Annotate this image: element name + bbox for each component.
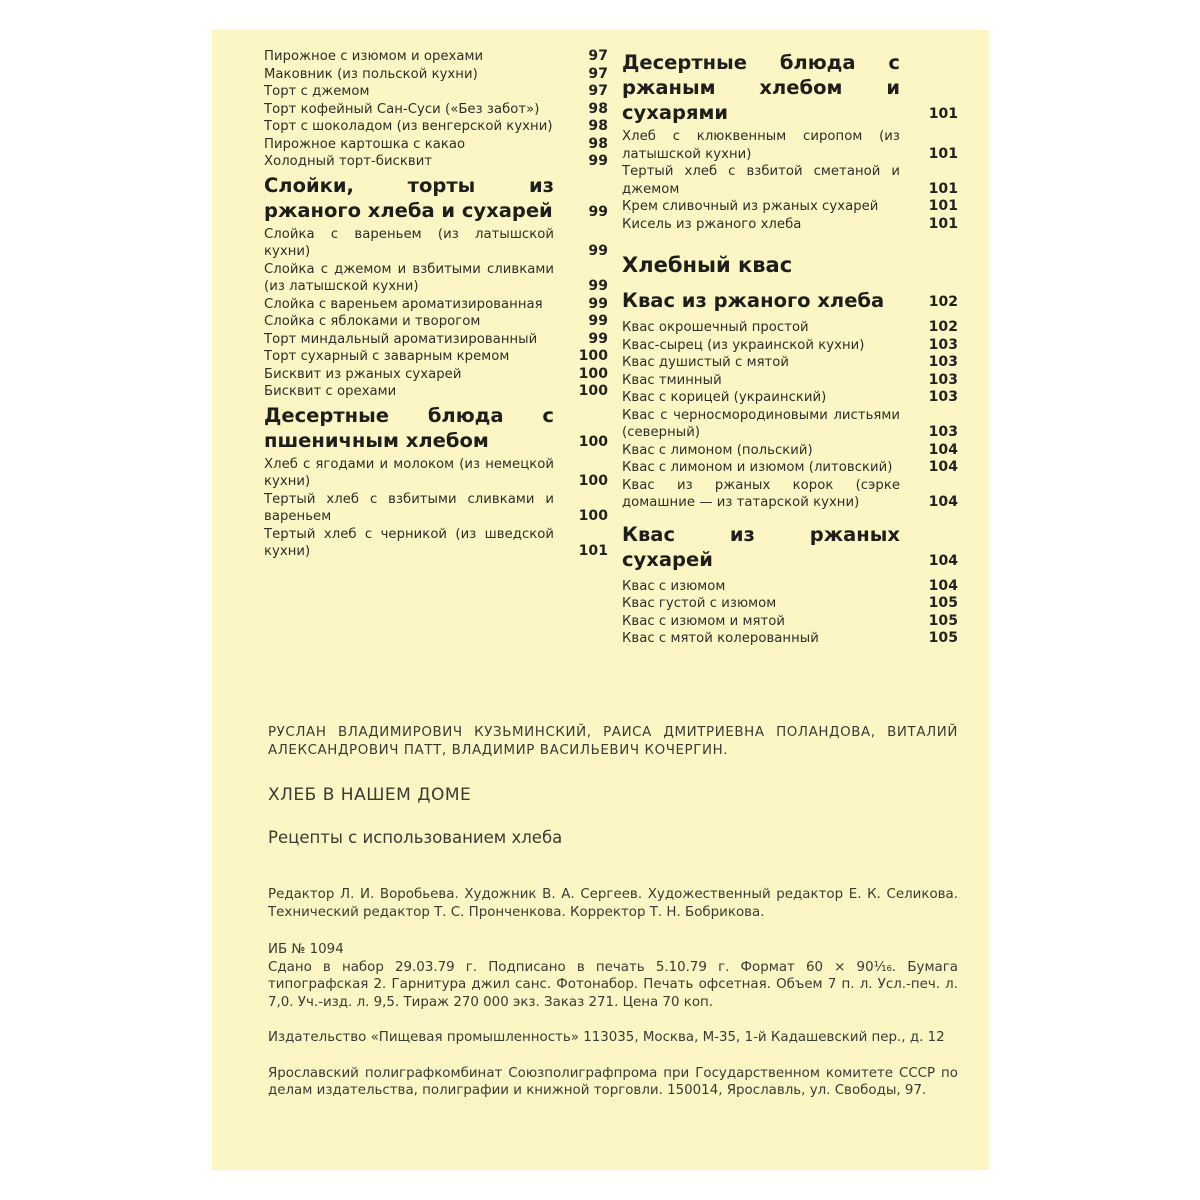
toc-page-number: 97: [588, 65, 608, 82]
toc-entry: [264, 331, 608, 349]
toc-entry-title: Хлеб с ягодами и молоком (из немецкой кухни): [264, 456, 554, 489]
toc-entry: [264, 83, 608, 101]
toc-entry-title: Крем сливочный из ржаных сухарей: [622, 199, 879, 214]
toc-page-number: 98: [588, 100, 608, 117]
toc-page-number: 98: [588, 118, 608, 134]
toc-page-number: 99: [588, 203, 608, 220]
toc-page-number: 100: [578, 365, 608, 382]
toc-page-number: 98: [588, 135, 608, 152]
toc-entry-title: Слойка с вареньем ароматизированная: [264, 296, 543, 312]
toc-entry: [622, 372, 958, 390]
toc-page-number: 104: [928, 552, 958, 569]
toc-entry-title: Тертый хлеб с черникой (из шведской кухни): [264, 526, 554, 559]
toc-entry: [264, 491, 608, 526]
toc-page-number: 105: [928, 595, 958, 611]
toc-page-number: 104: [928, 494, 958, 510]
toc-entry: [264, 48, 608, 66]
editorial-credits: Редактор Л. И. Воробьева. Художник В. А. Сергеев. Художественный редактор Е. К. Селикова. Технический редактор Т. С. Пронченкова. Корректор Т. Н. Бобрикова.: [268, 887, 958, 920]
ib-number: ИБ № 1094: [268, 942, 344, 957]
toc-page-number: 103: [928, 354, 958, 370]
authors: РУСЛАН ВЛАДИМИРОВИЧ КУЗЬМИНСКИЙ, РАИСА ДМИТРИЕВНА ПОЛАНДОВА, ВИТАЛИЙ АЛЕКСАНДРОВИЧ ПАТТ, ВЛАДИМИР ВАСИЛЬЕВИЧ КОЧЕРГИН.: [268, 725, 958, 758]
toc-page-number: 103: [928, 371, 958, 388]
toc-heading: [622, 50, 958, 125]
toc-entry: [622, 319, 958, 337]
toc-entry: [264, 383, 608, 401]
toc-page-number: 101: [928, 198, 958, 214]
toc-entry: [264, 348, 608, 366]
toc-page-number: 97: [588, 48, 608, 64]
toc-entry-title: Квас тминный: [622, 372, 722, 388]
toc-entry: [622, 198, 958, 216]
toc-entry-title: Квас с черносмородиновыми листьями (северный): [622, 407, 900, 440]
toc-entry-title: Торт миндальный ароматизированный: [264, 331, 538, 347]
toc-entry-title: Тертый хлеб с взбитыми сливками и вареньем: [264, 491, 554, 524]
toc-left-column: [264, 48, 608, 561]
toc-page-number: 101: [928, 106, 958, 122]
toc-page-number: 104: [928, 441, 958, 458]
toc-entry-title: Квас душистый с мятой: [622, 355, 790, 370]
toc-entry: [622, 459, 958, 477]
toc-section-heading: [622, 253, 958, 278]
toc-entry-title: Холодный торт-бисквит: [264, 154, 433, 169]
toc-heading: [264, 403, 608, 453]
toc-entry: [264, 456, 608, 491]
toc-right-column: [622, 48, 958, 648]
toc-entry: [622, 128, 958, 163]
toc-entry-title: Квас с лимоном и изюмом (литовский): [622, 460, 893, 475]
toc-entry-title: Квас густой с изюмом: [622, 596, 777, 611]
toc-entry: [622, 354, 958, 372]
book-title: ХЛЕБ В НАШЕМ ДОМЕ: [268, 785, 472, 805]
toc-entry-title: Хлеб с клюквенным сиропом (из латышской кухни): [622, 129, 900, 162]
toc-page-number: 104: [928, 459, 958, 475]
toc-entry-title: Квас окрошечный простой: [622, 320, 809, 335]
imprint: [268, 724, 958, 1100]
toc-page-number: 103: [928, 424, 958, 440]
toc-page-number: 100: [578, 348, 608, 364]
toc-heading: [264, 173, 608, 223]
toc-entry: [264, 101, 608, 119]
publisher-info: Издательство «Пищевая промышленность» 113035, Москва, М-35, 1-й Кадашевский пер., д. 12: [268, 1030, 945, 1045]
toc-page-number: 101: [578, 543, 608, 559]
toc-page-number: 99: [588, 330, 608, 347]
toc-page-number: 100: [578, 508, 608, 524]
toc-entry: [622, 630, 958, 648]
toc-entry-title: Торт с шоколадом (из венгерской кухни): [264, 119, 553, 134]
toc-entry-title: Слойки, торты из ржаного хлеба и сухарей: [264, 173, 554, 222]
toc-entry: [622, 163, 958, 198]
toc-entry: [264, 313, 608, 331]
toc-subheading: [622, 522, 958, 572]
toc-page-number: 101: [928, 180, 958, 197]
book-page: [212, 30, 989, 1170]
toc-entry-title: Квас из ржаных корок (сэрке домашние — из татарской кухни): [622, 477, 900, 510]
toc-entry-title: Десертные блюда с пшеничным хлебом: [264, 403, 554, 452]
toc-entry: [622, 442, 958, 460]
toc-page-number: 99: [588, 243, 608, 259]
toc-entry-title: Пирожное с изюмом и орехами: [264, 49, 484, 64]
toc-page-number: 105: [928, 612, 958, 629]
toc-entry-title: Маковник (из польской кухни): [264, 66, 478, 82]
toc-page-number: 101: [928, 145, 958, 162]
toc-entry-title: Десертные блюда с ржаным хлебом и сухарями: [622, 51, 900, 124]
toc-entry: [264, 526, 608, 561]
toc-page-number: 97: [588, 83, 608, 99]
toc-entry-title: Бисквит с орехами: [264, 384, 397, 399]
toc-entry-title: Пирожное картошка с какао: [264, 136, 466, 152]
toc-entry-title: Хлебный квас: [622, 253, 793, 277]
toc-entry-title: Квас с мятой колерованный: [622, 631, 819, 646]
toc-page-number: [914, 276, 958, 278]
toc-entry: [264, 261, 608, 296]
toc-entry-title: Торт сухарный с заварным кремом: [264, 349, 510, 364]
toc-subheading: [622, 288, 958, 313]
toc-page-number: 99: [588, 153, 608, 169]
toc-page-number: 99: [588, 313, 608, 329]
toc-page-number: 102: [928, 319, 958, 335]
book-subtitle: Рецепты с использованием хлеба: [268, 827, 563, 847]
toc-entry-title: Кисель из ржаного хлеба: [622, 216, 802, 232]
toc-page-number: 104: [928, 577, 958, 594]
toc-entry-title: Слойка с яблоками и творогом: [264, 314, 481, 329]
toc-entry: [622, 389, 958, 407]
toc-entry: [622, 578, 958, 596]
toc-entry: [622, 477, 958, 512]
toc-entry-title: Квас с изюмом и мятой: [622, 613, 785, 629]
toc-entry: [622, 407, 958, 442]
toc-entry: [264, 226, 608, 261]
toc-entry: [264, 366, 608, 384]
toc-entry-title: Квас с лимоном (польский): [622, 442, 813, 458]
toc-entry-title: Торт кофейный Сан-Суси («Без забот»): [264, 101, 540, 117]
toc-page-number: 103: [928, 389, 958, 405]
toc-entry: [622, 595, 958, 613]
toc-entry: [264, 153, 608, 171]
toc-page-number: 101: [928, 215, 958, 232]
toc-entry-title: Бисквит из ржаных сухарей: [264, 366, 462, 382]
toc-entry: [622, 216, 958, 234]
toc-page-number: 99: [588, 295, 608, 312]
print-details: Сдано в набор 29.03.79 г. Подписано в печать 5.10.79 г. Формат 60 × 90¹⁄₁₆. Бумага типографская 2. Гарнитура джил санс. Фотонабор. Печать офсетная. Объем 7 п. л. Усл.-печ. л. 7,0. Уч.-изд. л. 9,5. Тираж 270 000 экз. Заказ 271. Цена 70 коп.: [268, 959, 958, 1010]
toc-entry-title: Торт с джемом: [264, 84, 370, 99]
toc-page-number: 103: [928, 336, 958, 353]
toc-entry: [264, 66, 608, 84]
toc-entry: [264, 296, 608, 314]
toc-entry: [622, 613, 958, 631]
toc-entry-title: Квас с изюмом: [622, 578, 726, 594]
toc-page-number: 102: [928, 294, 958, 310]
toc-entry: [264, 118, 608, 136]
toc-entry: [264, 136, 608, 154]
toc-entry: [622, 337, 958, 355]
toc-entry-title: Квас с корицей (украинский): [622, 390, 827, 405]
toc-entry-title: Тертый хлеб с взбитой сметаной и джемом: [622, 164, 900, 197]
toc-entry-title: Квас из ржаного хлеба: [622, 289, 885, 312]
toc-entry-title: Квас из ржаных сухарей: [622, 522, 900, 571]
toc-page-number: 105: [928, 630, 958, 646]
toc-page-number: 100: [578, 433, 608, 450]
toc-page-number: 99: [588, 278, 608, 294]
printer-info: Ярославский полиграфкомбинат Союзполиграфпрома при Государственном комитете СССР по делам издательства, полиграфии и книжной торговли. 150014, Ярославль, ул. Свободы, 97.: [268, 1065, 958, 1098]
toc-entry-title: Квас-сырец (из украинской кухни): [622, 337, 865, 353]
toc-page-number: 100: [578, 383, 608, 399]
toc-entry-title: Слойка с вареньем (из латышской кухни): [264, 226, 554, 259]
toc-entry-title: Слойка с джемом и взбитыми сливками (из латышской кухни): [264, 261, 554, 294]
toc-page-number: 100: [578, 473, 608, 489]
